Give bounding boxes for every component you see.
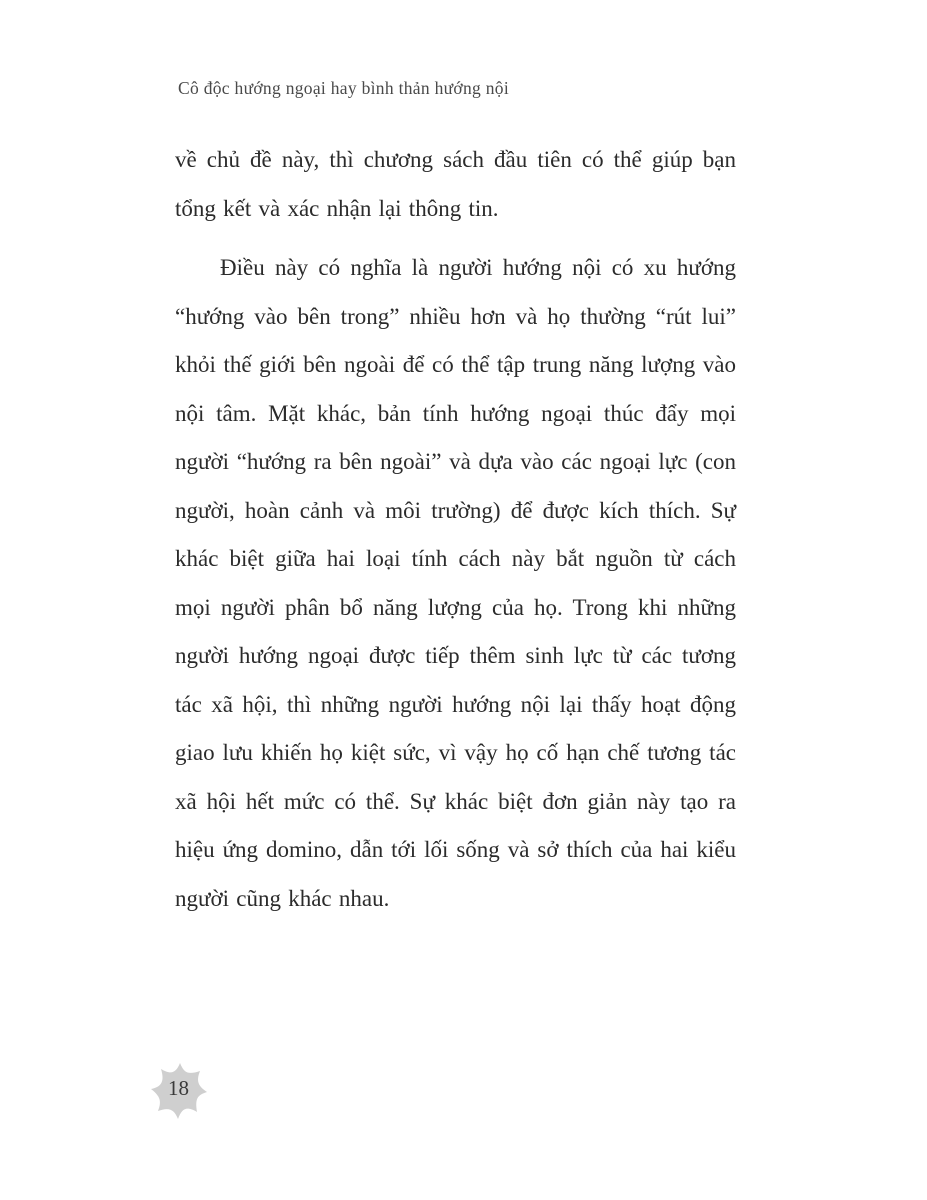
running-header: Cô độc hướng ngoại hay bình thản hướng nội (178, 78, 510, 98)
paragraph: Điều này có nghĩa là người hướng nội có xu hướng “hướng vào bên trong” nhiều hơn và họ thường “rút lui” khỏi thế giới bên ngoài để có thể tập trung năng lượng vào nội tâm. Mặt khác, bản tính hướng ngoại thúc đẩy mọi người “hướng ra bên ngoài” và dựa vào các ngoại lực (con người, hoàn cảnh và môi trường) để được kích thích. Sự khác biệt giữa hai loại tính cách này bắt nguồn từ cách mọi người phân bổ năng lượng của họ. Trong khi những người hướng ngoại được tiếp thêm sinh lực từ các tương tác xã hội, thì những người hướng nội lại thấy hoạt động giao lưu khiến họ kiệt sức, vì vậy họ cố hạn chế tương tác xã hội hết mức có thể. Sự khác biệt đơn giản này tạo ra hiệu ứng domino, dẫn tới lối sống và sở thích của hai kiểu người cũng khác nhau. (175, 255, 736, 911)
page-number: 18 (168, 1076, 189, 1100)
paragraph: về chủ đề này, thì chương sách đầu tiên có thể giúp bạn tổng kết và xác nhận lại thông tin. (175, 147, 736, 221)
body-text (175, 136, 736, 934)
page-footer (148, 1060, 218, 1130)
